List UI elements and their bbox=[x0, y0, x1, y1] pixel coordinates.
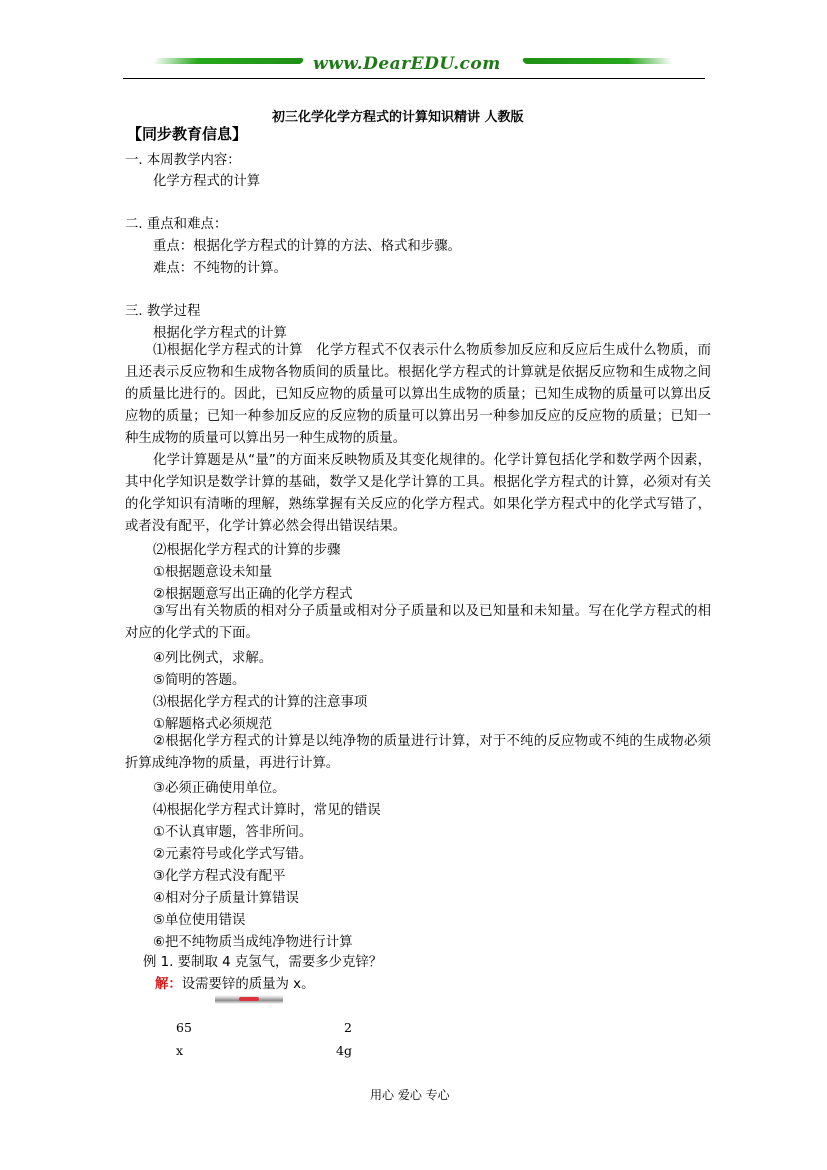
answer-text: 设需要锌的质量为 x。 bbox=[181, 977, 315, 992]
ratio-row2-left: x bbox=[176, 1043, 184, 1058]
example-question: 例 1. 要制取 4 克氢气，需要多少克锌？ bbox=[143, 955, 383, 970]
difficult-points: 难点：不纯物的计算。 bbox=[153, 261, 287, 276]
error-3: ③化学方程式没有配平 bbox=[153, 869, 286, 884]
ratio-row1-right: 2 bbox=[344, 1020, 352, 1035]
page-footer: 用心 爱心 专心 bbox=[370, 1088, 450, 1102]
page-header bbox=[123, 54, 705, 80]
key-points: 重点：根据化学方程式的计算的方法、格式和步骤。 bbox=[153, 239, 461, 254]
step-2: ②根据题意写出正确的化学方程式 bbox=[153, 587, 353, 602]
section-1-heading: 一. 本周教学内容： bbox=[125, 153, 241, 168]
error-5: ⑤单位使用错误 bbox=[153, 913, 246, 928]
section-bracket-heading: 【同步教育信息】 bbox=[127, 125, 248, 143]
step-4: ④列比例式，求解。 bbox=[153, 651, 273, 666]
section-1-content: 化学方程式的计算 bbox=[153, 174, 261, 189]
error-4: ④相对分子质量计算错误 bbox=[153, 891, 299, 906]
note-1: ①解题格式必须规范 bbox=[153, 717, 273, 732]
steps-title: ⑵根据化学方程式的计算的步骤 bbox=[153, 543, 341, 558]
answer-label: 解： bbox=[155, 977, 182, 992]
section-3-heading: 三. 教学过程 bbox=[125, 304, 201, 319]
document-title: 初三化学化学方程式的计算知识精讲 人教版 bbox=[272, 110, 524, 125]
equation-image bbox=[215, 995, 283, 1004]
header-swoosh-left bbox=[152, 58, 304, 64]
section-3-subtitle: 根据化学方程式的计算 bbox=[153, 326, 287, 341]
ratio-row2-right: 4g bbox=[336, 1043, 352, 1058]
header-swoosh-right bbox=[522, 58, 674, 64]
step-5: ⑤简明的答题。 bbox=[153, 673, 246, 688]
example-answer bbox=[155, 973, 314, 992]
error-6: ⑥把不纯物质当成纯净物进行计算 bbox=[153, 935, 353, 950]
step-1: ①根据题意设未知量 bbox=[153, 565, 273, 580]
paragraph-2: 化学计算题是从“量”的方面来反映物质及其变化规律的。化学计算包括化学和数学两个因素，其中化学知识是数学计算的基础，数学又是化学计算的工具。根据化学方程式的计算，必须对有关的化学知识有清晰的理解，熟练掌握有关反应的化学方程式。如果化学方程式中的化学式写错了，或者没有配平，化学计算必然会得出错误结果。 bbox=[125, 453, 711, 534]
note-2: ②根据化学方程式的计算是以纯净物的质量进行计算，对于不纯的反应物或不纯的生成物必须折算成纯净物的质量，再进行计算。 bbox=[125, 734, 711, 771]
ratio-row1-left: 65 bbox=[176, 1020, 192, 1035]
step-3: ③写出有关物质的相对分子质量或相对分子质量和以及已知量和未知量。写在化学方程式的相对应的化学式的下面。 bbox=[125, 604, 711, 641]
note-3: ③必须正确使用单位。 bbox=[153, 781, 286, 796]
header-rule bbox=[123, 78, 705, 79]
errors-title: ⑷根据化学方程式计算时，常见的错误 bbox=[153, 803, 381, 818]
error-1: ①不认真审题，答非所问。 bbox=[153, 825, 313, 840]
paragraph-1: ⑴根据化学方程式的计算 化学方程式不仅表示什么物质参加反应和反应后生成什么物质，而且还表示反应物和生成物各物质间的质量比。根据化学方程式的计算就是依据反应物和生成物之间的质量比进行的。因此，已知反应物的质量可以算出生成物的质量；已知生成物的质量可以算出反应物的质量；已知一种参加反应的反应物的质量可以算出另一种参加反应的反应物的质量；已知一种生成物的质量可以算出另一种生成物的质量。 bbox=[125, 343, 711, 446]
notes-title: ⑶根据化学方程式的计算的注意事项 bbox=[153, 695, 368, 710]
error-2: ②元素符号或化学式写错。 bbox=[153, 847, 313, 862]
equation-arrow-mark bbox=[239, 997, 259, 1001]
section-2-heading: 二. 重点和难点： bbox=[125, 217, 228, 232]
header-logo[interactable]: www.DearEDU.com bbox=[313, 54, 501, 74]
